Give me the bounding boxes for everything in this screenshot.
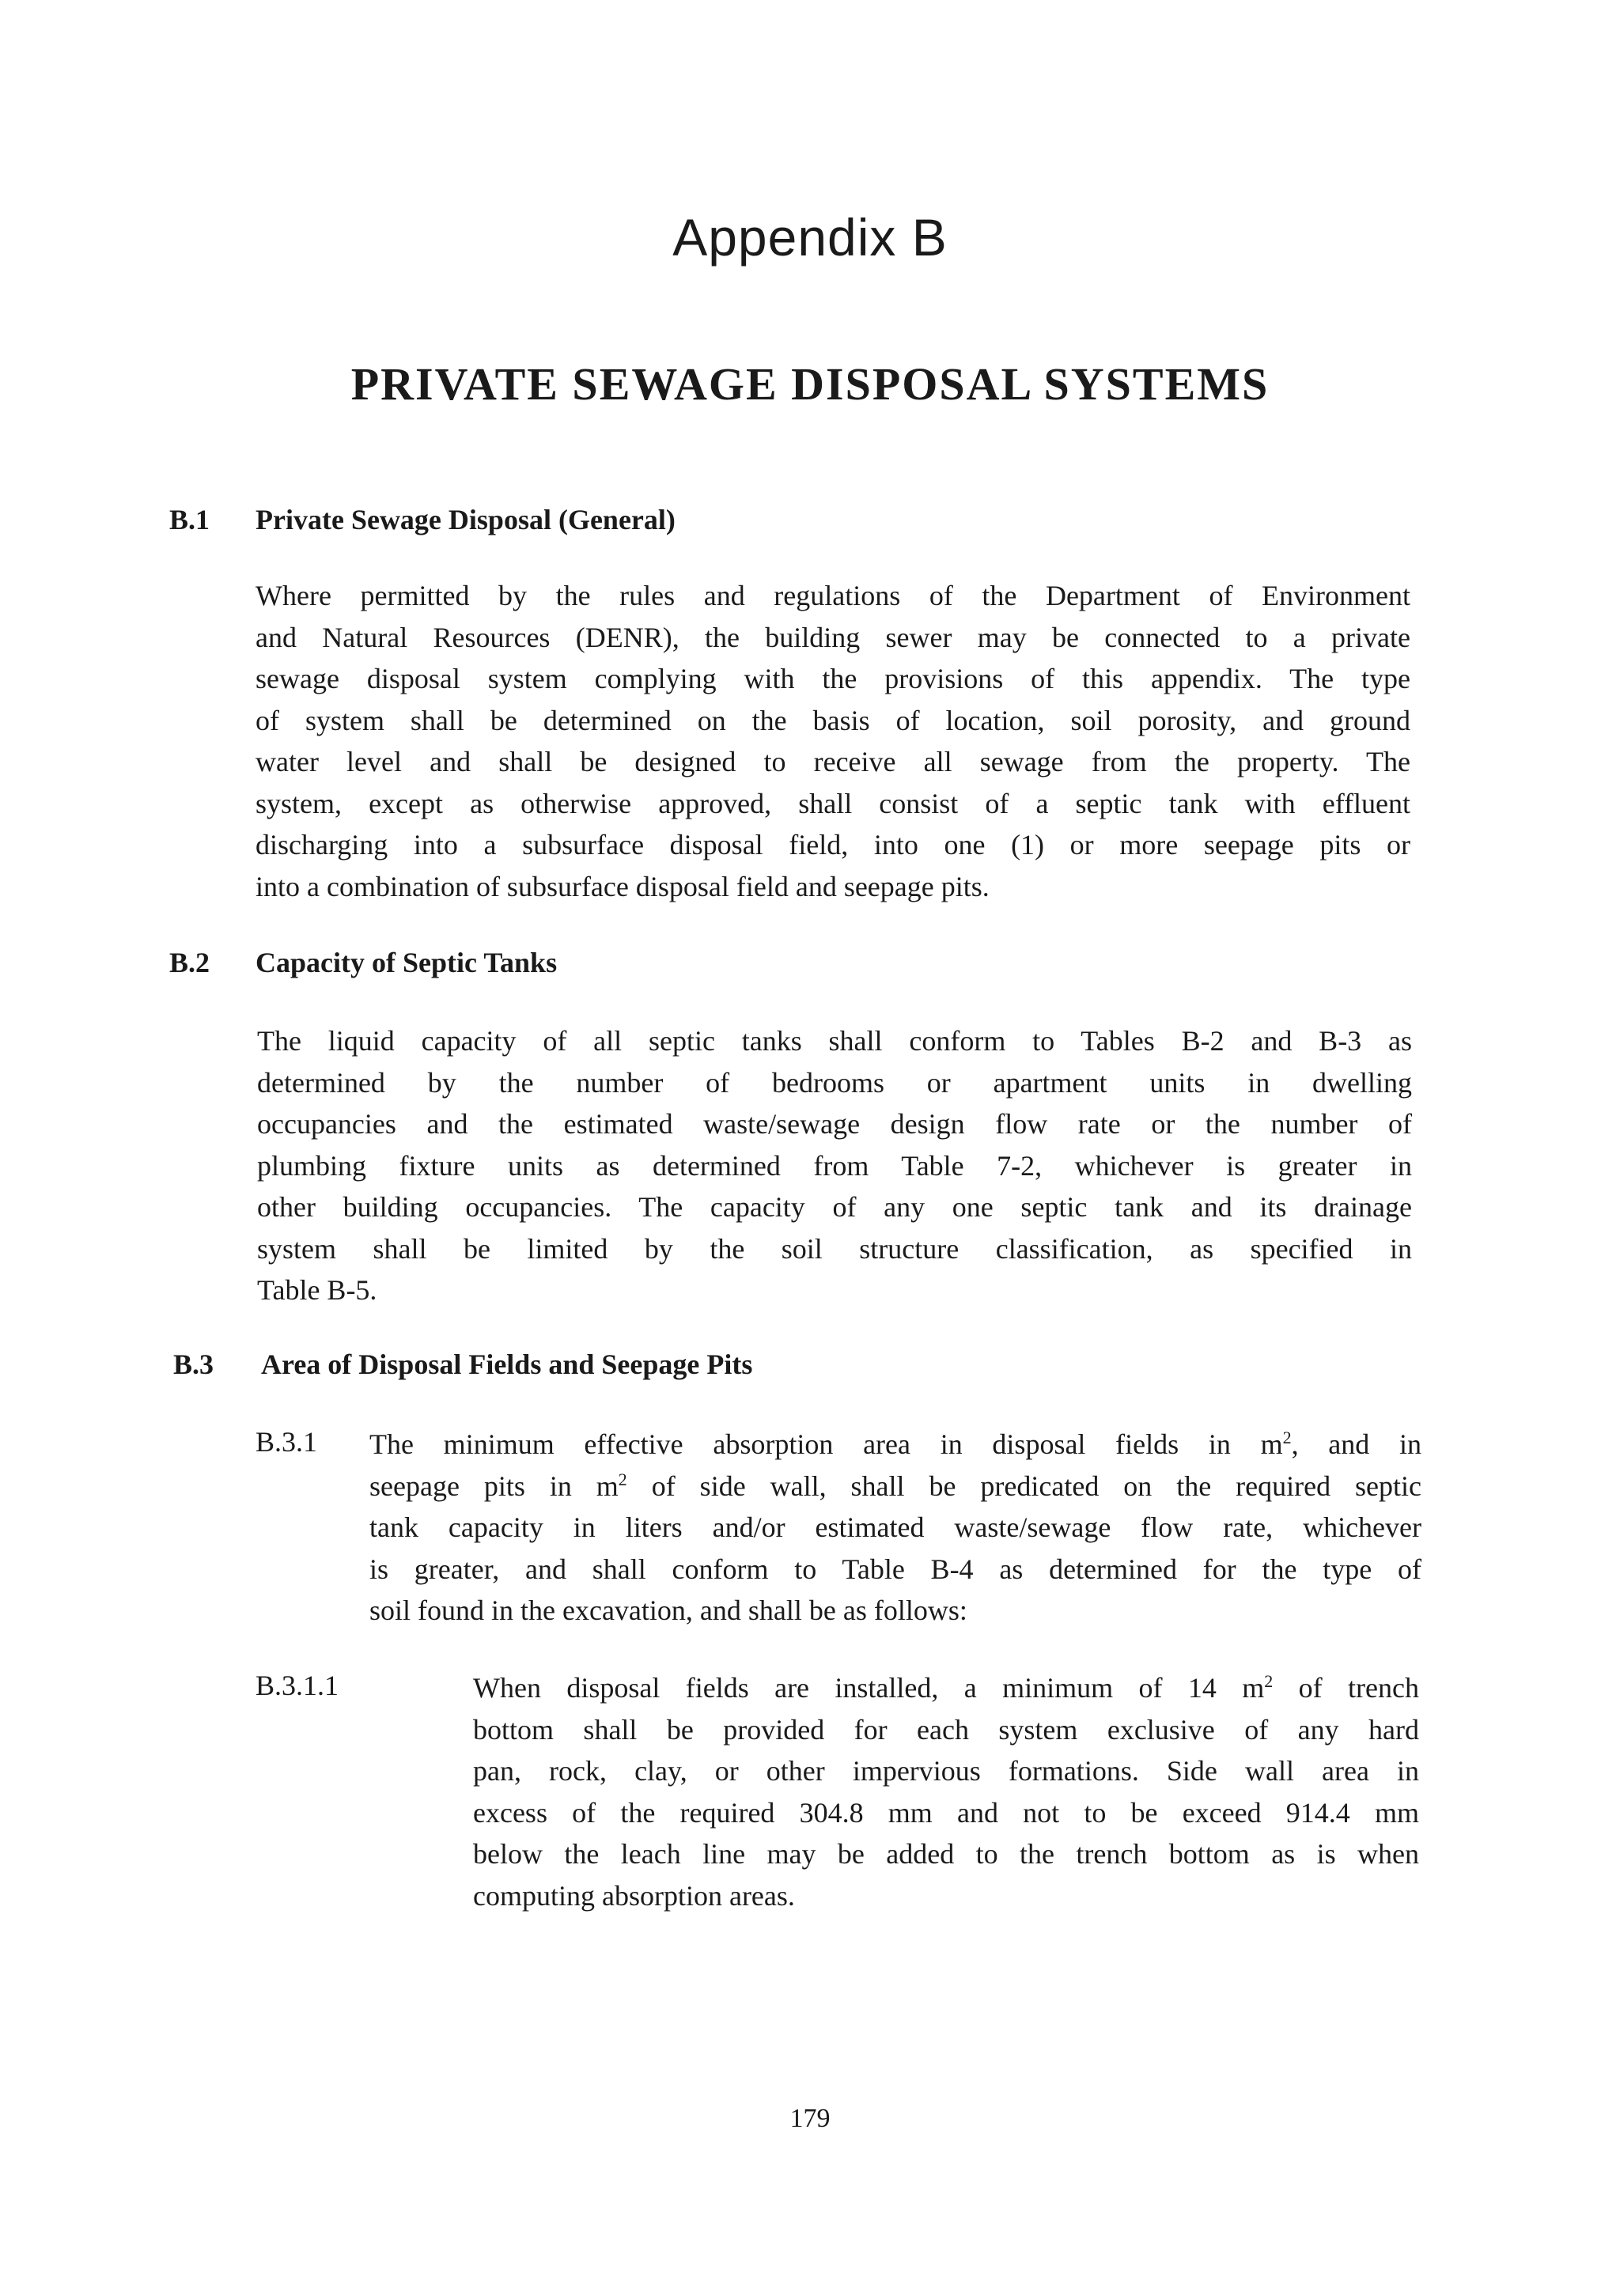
section-title: Area of Disposal Fields and Seepage Pits [261, 1348, 753, 1380]
text-line: The liquid capacity of all septic tanks shall conform to Tables B-2 and B-3 as [257, 1025, 1412, 1057]
main-title: PRIVATE SEWAGE DISPOSAL SYSTEMS [350, 358, 1270, 410]
text-line: The minimum effective absorption area in disposal fields in $m^2$, and in [369, 1428, 1421, 1460]
text-line: water level and shall be designed to receive all sewage from the property. The [255, 746, 1410, 777]
section-b1-paragraph [255, 575, 1410, 907]
text-line: soil found in the excavation, and shall be as follows: [369, 1594, 967, 1626]
text-line: computing absorption areas. [473, 1879, 795, 1912]
text-line: plumbing fixture units as determined from Table 7-2, whichever is greater in [257, 1149, 1412, 1182]
text-line: and Natural Resources (DENR), the building sewer may be connected to a private [255, 621, 1410, 653]
subsection-number-b31: B.3.1 [255, 1426, 318, 1458]
text-line: excess of the required 304.8 mm and not to be exceed 914.4 mm [473, 1796, 1419, 1829]
text-line: When disposal fields are installed, a minimum of 14 $m^2$ of trench [473, 1671, 1419, 1704]
text-line: below the leach line may be added to the trench bottom as is when [473, 1838, 1419, 1870]
section-number: B.2 [169, 947, 210, 978]
text-line: other building occupancies. The capacity of any one septic tank and its drainage [257, 1191, 1412, 1223]
appendix-title: Appendix B [672, 208, 948, 267]
section-title: Private Sewage Disposal (General) [255, 504, 676, 535]
text-line: is greater, and shall conform to Table B-4 as determined for the type of [369, 1553, 1421, 1585]
subsection-b311-paragraph [473, 1667, 1419, 1916]
text-line: system, except as otherwise approved, shall consist of a septic tank with effluent [255, 787, 1410, 819]
text-line: into a combination of subsurface disposal field and seepage pits. [255, 870, 990, 902]
text-line: system shall be limited by the soil structure classification, as specified in [257, 1232, 1412, 1265]
section-number: B.3 [173, 1348, 214, 1380]
text-line: seepage pits in $m^2$ of side wall, shall be predicated on the required septic [369, 1469, 1421, 1502]
text-line: occupancies and the estimated waste/sewage design flow rate or the number of [257, 1108, 1412, 1140]
text-line: Table B-5. [257, 1274, 377, 1306]
subsection-b31-paragraph [369, 1424, 1421, 1632]
text-line: discharging into a subsurface disposal field, into one (1) or more seepage pits or [255, 829, 1410, 861]
text-line: pan, rock, clay, or other impervious formations. Side wall area in [473, 1755, 1419, 1787]
text-line: of system shall be determined on the basis of location, soil porosity, and ground [255, 704, 1410, 736]
text-line: Where permitted by the rules and regulations of the Department of Environment [255, 580, 1410, 611]
section-b2-paragraph [257, 1020, 1412, 1311]
page-number: 179 [789, 2104, 831, 2133]
section-title: Capacity of Septic Tanks [255, 947, 558, 978]
section-number: B.1 [169, 504, 210, 535]
text-line: determined by the number of bedrooms or apartment units in dwelling [257, 1066, 1412, 1099]
text-line: sewage disposal system complying with the provisions of this appendix. The type [255, 663, 1410, 694]
text-line: tank capacity in liters and/or estimated waste/sewage flow rate, whichever [369, 1511, 1421, 1543]
text-line: bottom shall be provided for each system exclusive of any hard [473, 1713, 1419, 1746]
subsection-number-b311: B.3.1.1 [255, 1670, 339, 1701]
